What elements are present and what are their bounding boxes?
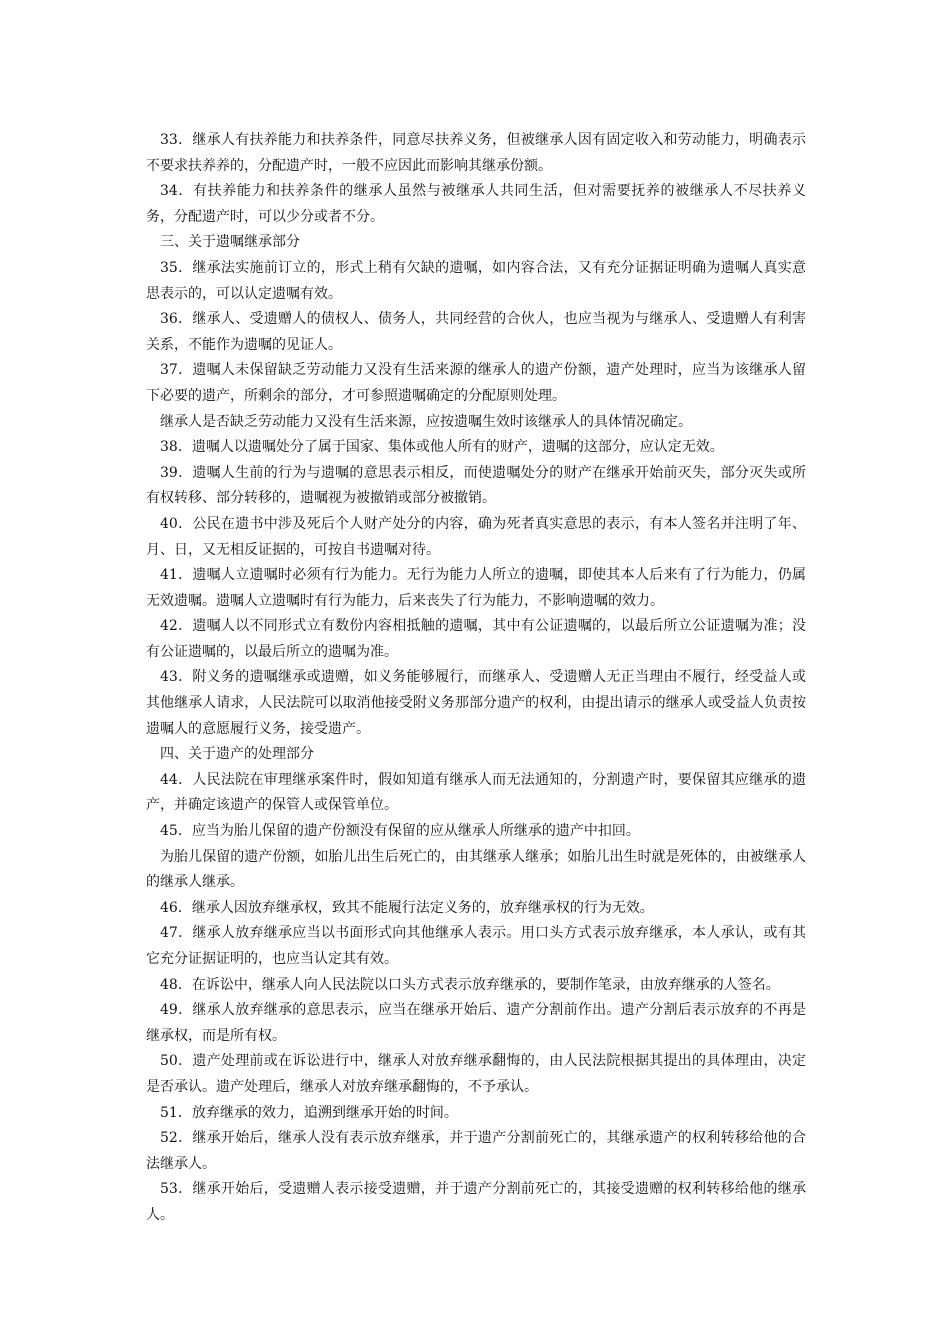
- clause-37: 37．遗嘱人未保留缺乏劳动能力又没有生活来源的继承人的遗产份额，遗产处理时，应当为该继承人留下必要的遗产，所剩余的部分，才可参照遗嘱确定的分配原则处理。: [146, 362, 806, 404]
- clause-45-note: 为胎儿保留的遗产份额，如胎儿出生后死亡的，由其继承人继承；如胎儿出生时就是死体的，由被继承人的继承人继承。: [146, 848, 806, 891]
- clause-34: 34．有扶养能力和扶养条件的继承人虽然与被继承人共同生活，但对需要抚养的被继承人不尽扶养义务，分配遗产时，可以少分或者不分。: [146, 183, 806, 225]
- clause-44: 44．人民法院在审理继承案件时，假如知道有继承人而无法通知的，分割遗产时，要保留其应继承的遗产，并确定该遗产的保管人或保管单位。: [146, 771, 806, 814]
- clause-38: 38．遗嘱人以遗嘱处分了属于国家、集体或他人所有的财产，遗嘱的这部分，应认定无效。: [160, 439, 724, 456]
- clause-35: 35．继承法实施前订立的，形式上稍有欠缺的遗嘱，如内容合法，又有充分证据证明确为遗嘱人真实意思表示的，可以认定遗嘱有效。: [146, 259, 806, 302]
- clause-37-note: 继承人是否缺乏劳动能力又没有生活来源，应按遗嘱生效时该继承人的具体情况确定。: [160, 413, 692, 430]
- clause-50: 50．遗产处理前或在诉讼进行中，继承人对放弃继承翻悔的，由人民法院根据其提出的具体理由，决定是否承认。遗产处理后，继承人对放弃继承翻悔的，不予承认。: [146, 1053, 806, 1095]
- clause-42: 42．遗嘱人以不同形式立有数份内容相抵触的遗嘱，其中有公证遗嘱的，以最后所立公证遗嘱为准；没有公证遗嘱的，以最后所立的遗嘱为准。: [146, 618, 806, 660]
- clause-43: 43．附义务的遗嘱继承或遗赠，如义务能够履行，而继承人、受遗赠人无正当理由不履行，经受益人或其他继承人请求，人民法院可以取消他接受附义务那部分遗产的权利，由提出请示的继承人或受益人负责按遗嘱人的意愿履行义务，接受遗产。: [146, 669, 806, 737]
- clause-49: 49．继承人放弃继承的意思表示，应当在继承开始后、遗产分割前作出。遗产分割后表示放弃的不再是继承权，而是所有权。: [146, 1002, 806, 1044]
- clause-51: 51．放弃继承的效力，追溯到继承开始的时间。: [160, 1104, 458, 1121]
- clause-52: 52．继承开始后，继承人没有表示放弃继承，并于遗产分割前死亡的，其继承遗产的权利转移给他的合法继承人。: [146, 1130, 806, 1172]
- section-heading-will-inheritance: 三、关于遗嘱继承部分: [160, 234, 300, 251]
- clause-36: 36．继承人、受遗赠人的债权人、债务人，共同经营的合伙人，也应当视为与继承人、受遗赠人有利害关系，不能作为遗嘱的见证人。: [146, 311, 806, 353]
- clause-46: 46．继承人因放弃继承权，致其不能履行法定义务的，放弃继承权的行为无效。: [160, 899, 654, 916]
- document-body: [146, 128, 806, 1229]
- clause-47: 47．继承人放弃继承应当以书面形式向其他继承人表示。用口头方式表示放弃继承，本人承认，或有其它充分证据证明的，也应当认定其有效。: [146, 925, 806, 967]
- clause-40: 40．公民在遗书中涉及死后个人财产处分的内容，确为死者真实意思的表示，有本人签名并注明了年、月、日，又无相反证据的，可按自书遗嘱对待。: [146, 515, 806, 558]
- clause-53: 53．继承开始后，受遗赠人表示接受遗赠，并于遗产分割前死亡的，其接受遗赠的权利转移给他的继承人。: [146, 1181, 806, 1223]
- clause-48: 48．在诉讼中，继承人向人民法院以口头方式表示放弃继承的，要制作笔录，由放弃继承的人签名。: [160, 976, 780, 993]
- clause-45: 45．应当为胎儿保留的遗产份额没有保留的应从继承人所继承的遗产中扣回。: [160, 823, 640, 840]
- section-heading-estate-handling: 四、关于遗产的处理部分: [160, 746, 314, 763]
- clause-33: 33．继承人有扶养能力和扶养条件，同意尽扶养义务，但被继承人因有固定收入和劳动能力，明确表示不要求扶养养的，分配遗产时，一般不应因此而影响其继承份额。: [146, 132, 806, 174]
- clause-39: 39．遗嘱人生前的行为与遗嘱的意思表示相反，而使遗嘱处分的财产在继承开始前灭失，部分灭失或所有权转移、部分转移的，遗嘱视为被撤销或部分被撤销。: [146, 464, 806, 507]
- clause-41: 41．遗嘱人立遗嘱时必须有行为能力。无行为能力人所立的遗嘱，即使其本人后来有了行为能力，仍属无效遗嘱。遗嘱人立遗嘱时有行为能力，后来丧失了行为能力，不影响遗嘱的效力。: [146, 567, 806, 609]
